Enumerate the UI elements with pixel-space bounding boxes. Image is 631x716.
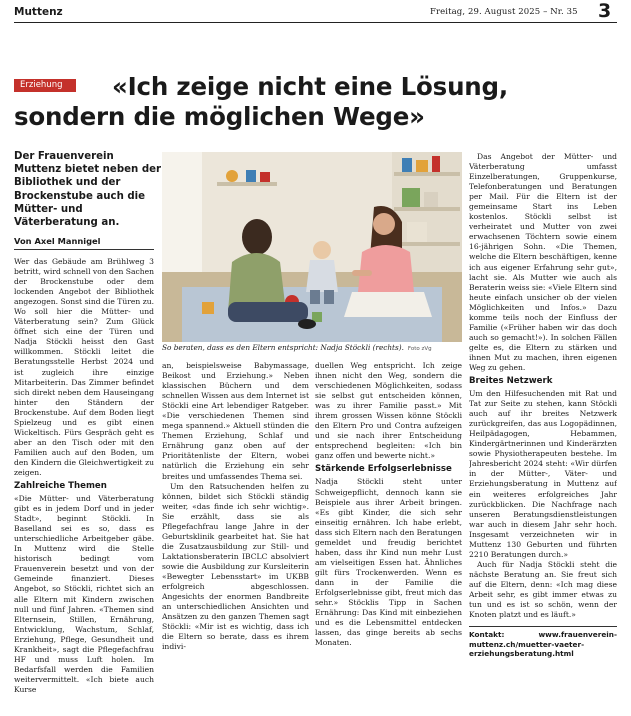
headline: «Ich zeige nicht eine Lösung, sondern die möglichen Wege» (14, 72, 508, 131)
column-4 (469, 152, 617, 704)
subheading: Breites Netzwerk (469, 376, 553, 387)
paragraph: «Die Mütter- und Väterberatung gibt es in jedem Dorf und in jeder Stadt», beginnt Stöckli. In Baselland sei es so, dass es unterschiedliche Arbeitgeber gäbe. In Muttenz wird die Stelle historisch bedingt vom Frauenverein besetzt und von der Gemeinde finanziert. Dieses Angebot, so Stöckli, richtet sich an alle Eltern mit Kindern zwischen null und fünf Jahren. «Themen sind Elternsein, Stillen, Ernährung, Entwicklung, Wachstum, Schlaf, Erziehung, Pflege, Gesundheit und Krankheit», sagt die Pflegefachfrau HF und muss Luft holen. Im Bedarfsfall werden die Familien weitervermittelt. «Ich biete auch Kurse (14, 494, 154, 694)
publication-name: Muttenz (14, 6, 63, 18)
column-3 (315, 361, 462, 713)
photo-caption (162, 343, 462, 354)
article-photo (162, 152, 462, 342)
subheading: Zahlreiche Themen (14, 481, 107, 492)
contact-link[interactable]: Kontakt: www.frauenverein-muttenz.ch/muetter-vaeter-erziehungsberatung.html (469, 626, 617, 659)
caption-text: So beraten, dass es den Eltern entspricht: Nadja Stöckli (rechts). (162, 343, 404, 352)
column-2 (162, 361, 309, 713)
column-1 (14, 257, 154, 713)
header-rule (14, 22, 617, 23)
byline-rule (14, 249, 154, 250)
photo-credit: Foto zVg (407, 346, 432, 352)
byline: Von Axel Mannigel (14, 236, 101, 246)
paragraph: Das Angebot der Mütter- und Väterberatung umfasst Einzelberatungen, Gruppenkurse, Telefonberatungen und Beratungen per Mail. Für die Eltern ist der gemeinsame Start ins Leben kostenlos. Stöckli selbst ist verheiratet und Mutter von zwei erwachsenen Töchtern sowie einem 16-jährigen Sohn. «Die Themen, welche die Eltern beschäftigen, kenne ich aus eigener Erfahrung sehr gut», lacht sie. Als Mutter wie auch als Beraterin weiss sie: «Viele Eltern sind heute einfach unsicher ob der vielen Möglichkeiten und Infos.» Dazu komme teils noch der Einfluss der Familie («Früher haben wir das doch auch so gemacht!»). In solchen Fällen gelte es, die Eltern zu stärken und ihnen Mut zu machen, ihren eigenen Weg zu gehen. (469, 152, 617, 372)
paragraph: Um den Hilfesuchenden mit Rat und Tat zur Seite zu stehen, kann Stöckli auch auf ihr breites Netzwerk zurückgreifen, das aus Logopädinnen, Heilpädagogen, Hebammen, Kindergärtnerinnen und Kinderärzten sowie Physiotherapeuten bestehe. Im Jahresbericht 2024 steht: «Wir dürfen in der Mütter-, Väter- und Erziehungsberatung in Muttenz auf ein weiteres erfolgreiches Jahr zurückblicken. Die Nachfrage nach unseren Beratungsdienstleistungen war auch in diesem Jahr sehr hoch. Insgesamt verzeichneten wir in Muttenz 130 Geburten und führten 2210 Beratungen durch.» (469, 389, 617, 559)
paragraph: duellen Weg entspricht. Ich zeige ihnen nicht den Weg, sondern die verschiedenen Möglichkeiten, sodass sie selbst gut entscheiden können, was zu ihrer Familie passt.» Mit ihrem grossen Wissen könne Stöckli den Eltern Pro und Contra aufzeigen und sie nach ihrer Entscheidung entsprechend begleiten: «Ich bin ganz offen und bewerte nicht.» (315, 361, 462, 461)
article-lead: Der Frauenverein Muttenz bietet neben der Bibliothek und der Brockenstube auch die Mütter- und Väterberatung an. (14, 151, 162, 229)
paragraph: Um den Ratsuchenden helfen zu können, bildet sich Stöckli ständig weiter, «das finde ich sehr wichtig». Sie erzählt, dass sie als Pflegefachfrau lange Jahre in der Geburtsklinik gearbeitet hat. Sie hat die Zusatzausbildung zur Still- und Laktationsberaterin IBCLC absolviert sowie die Ausbildung zur Kursleiterin «Bewegter Lebensstart» im UKBB erfolgreich abgeschlossen. Angesichts der enormen Bandbreite an unterschiedlichen Ansichten und Ansätzen zu den ganzen Themen sagt Stöckli: «Mir ist es wichtig, dass ich die Eltern so berate, dass es ihrem indivi- (162, 481, 309, 652)
subheading: Stärkende Erfolgserlebnisse (315, 464, 452, 475)
paragraph: Wer das Gebäude am Brühlweg 3 betritt, wird schnell von den Sachen der Brockenstube oder dem lockenden Angebot der Bibliothek angezogen. Sonst sind die Türen zu. Wo soll hier die Mütter- und Väterberatung sein? Zum Glück öffnet sich eine der Türen und Nadja Stöckli heisst den Gast willkommen. Stöckli leitet die Beratungsstelle Herbst 2024 und ist zugleich ihre einzige Mitarbeiterin. Das Zimmer befindet sich direkt neben dem Hauseingang hinter den Ständern der Brockenstube. Auf dem Boden liegt Spielzeug und es gibt einen Wickeltisch. Fürs Gespräch geht es aber an den Tisch oder mit den Familien auch auf den Boden, um den Kindern die Gleichwertigkeit zu zeigen. (14, 257, 154, 477)
paragraph: an, beispielsweise Babymassage, Beikost und Erziehung.» Neben klassischen Büchern und dem schnellen Wissen aus dem Internet ist Stöckli eine Art lebendiger Ratgeber. «Die verschiedenen Themen sind mega spannend.» Aktuell stünden die Themen Erziehung, Schlaf und Ernährung ganz oben auf der Prioritätenliste der Eltern, wobei natürlich die Erziehung ein sehr breites und umfassendes Thema sei. (162, 361, 309, 481)
paragraph: Auch für Nadja Stöckli steht die nächste Beratung an. Sie freut sich auf die Eltern, denn: «Ich mag diese Arbeit sehr, es gibt immer etwas zu tun und es ist so schön, wenn der Knoten platzt und es läuft.» (469, 559, 617, 620)
page-number: 3 (598, 0, 612, 22)
photo-illustration (162, 152, 462, 342)
kicker-label: Erziehung (14, 79, 76, 92)
issue-date: Freitag, 29. August 2025 – Nr. 35 (430, 7, 578, 17)
paragraph: Nadja Stöckli steht unter Schweigepflicht, dennoch kann sie Beispiele aus ihrer Arbeit bringen. «Es gibt Kinder, die sich sehr einseitig ernähren. Ich habe erlebt, dass sich Eltern nach den Beratungen gemeldet und freudig berichtet haben, dass ihr Kind nun mehr Lust am vielseitigen Essen hat. Ähnliches gilt fürs Trockenwerden. Wenn es dann in der Familie die Erfolgserlebnisse gibt, freut mich das sehr.» Stöcklis Tipp in Sachen Ernährung: Das Kind mit einbeziehen und es die Lebensmittel entdecken lassen, das ginge bereits ab sechs Monaten. (315, 477, 462, 648)
